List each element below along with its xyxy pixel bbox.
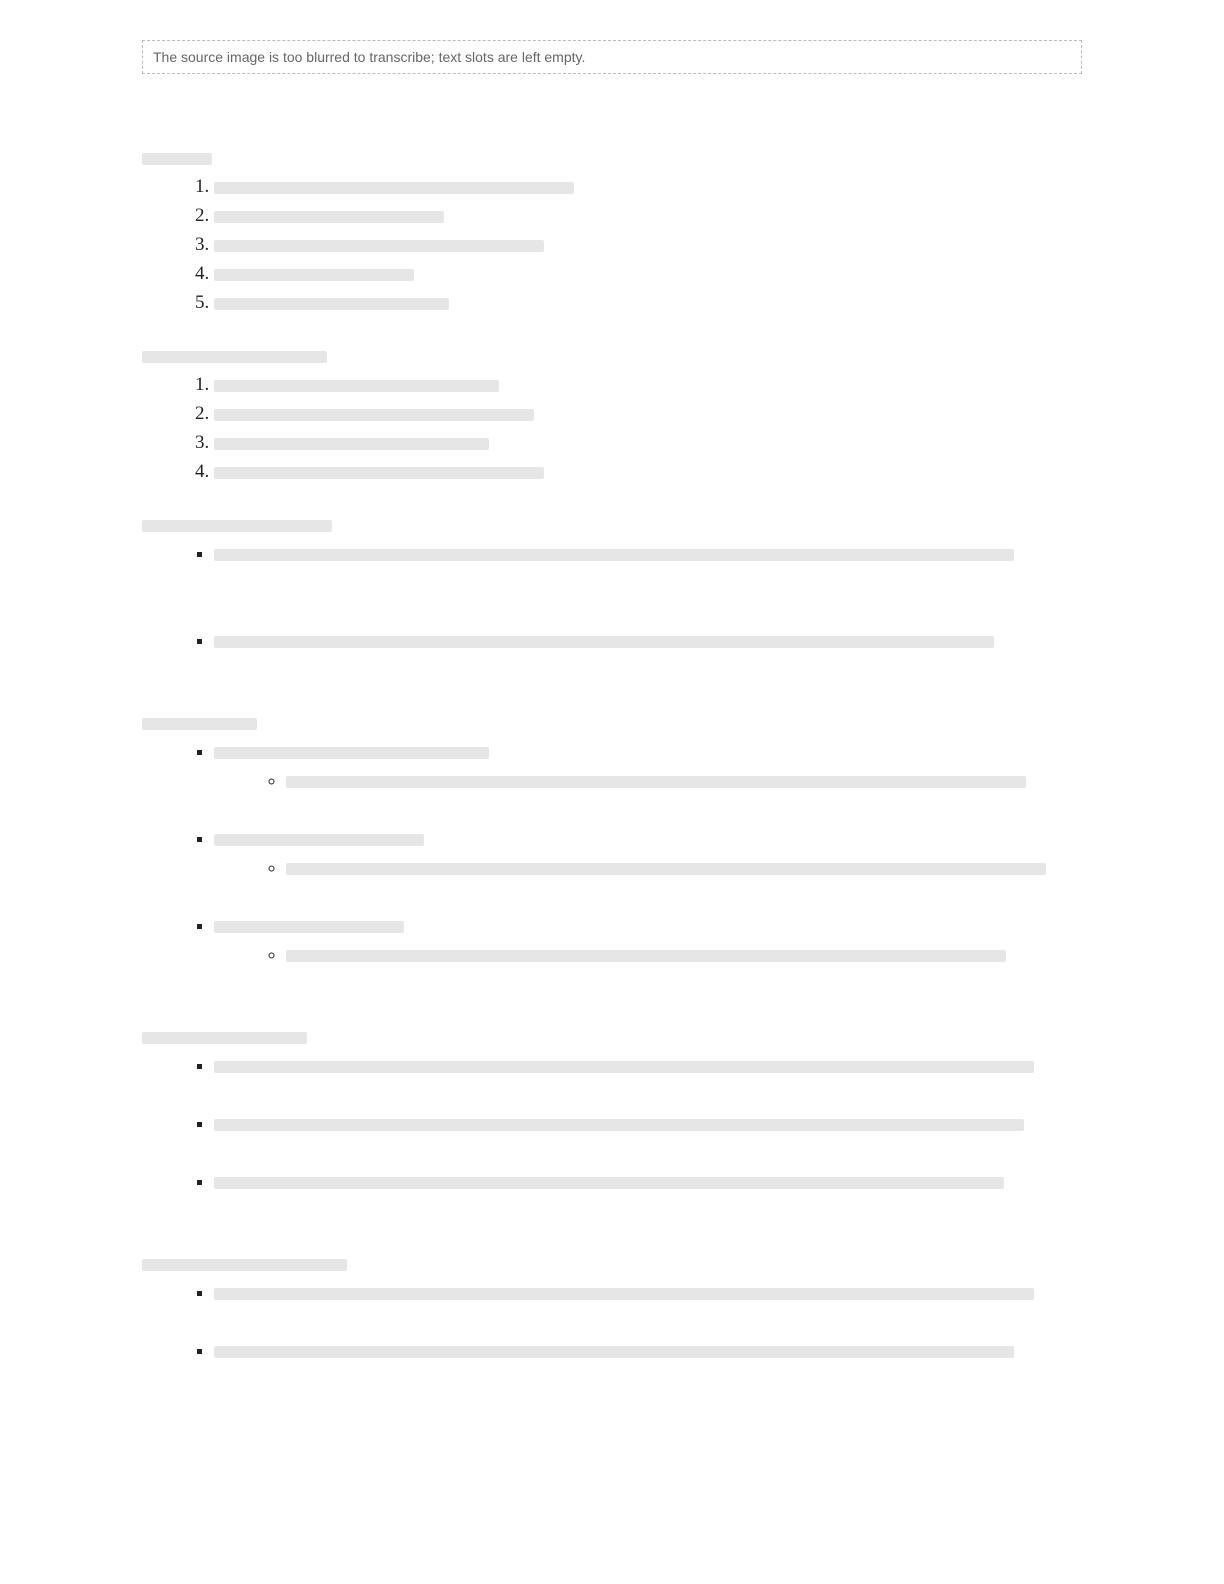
document-body — [142, 143, 1062, 1418]
sub-list — [214, 940, 1062, 998]
section-heading — [142, 143, 1062, 172]
bullet-list — [142, 737, 1062, 998]
list-item — [214, 737, 1062, 824]
list-item-text — [214, 915, 404, 936]
bullet-list — [142, 539, 1062, 684]
list-item — [214, 1109, 1062, 1167]
list-item — [214, 824, 1062, 911]
section-1 — [142, 143, 1062, 317]
list-item — [214, 1167, 1062, 1225]
list-item — [214, 259, 1062, 288]
list-item — [214, 539, 1062, 626]
sub-list-item — [286, 940, 1062, 998]
list-item-text — [214, 741, 489, 762]
section-heading — [142, 510, 1062, 539]
list-item — [214, 201, 1062, 230]
transcription-notice: The source image is too blurred to transcribe; text slots are left empty. — [142, 40, 1082, 74]
section-4 — [142, 708, 1062, 998]
list-item — [214, 1278, 1062, 1336]
numbered-list — [142, 370, 1062, 486]
section-6 — [142, 1249, 1062, 1394]
section-heading — [142, 708, 1062, 737]
section-2 — [142, 341, 1062, 486]
list-item — [214, 288, 1062, 317]
sub-list-item — [286, 766, 1062, 824]
list-item — [214, 1051, 1062, 1109]
sub-list — [214, 853, 1062, 911]
section-5 — [142, 1022, 1062, 1225]
sub-list — [214, 766, 1062, 824]
bullet-list — [142, 1051, 1062, 1225]
section-heading — [142, 341, 1062, 370]
list-item-text — [214, 828, 424, 849]
list-item — [214, 428, 1062, 457]
section-heading — [142, 1022, 1062, 1051]
list-item — [214, 172, 1062, 201]
section-heading — [142, 1249, 1062, 1278]
sub-list-item — [286, 853, 1062, 911]
list-item — [214, 370, 1062, 399]
bullet-list — [142, 1278, 1062, 1394]
list-item — [214, 399, 1062, 428]
list-item — [214, 230, 1062, 259]
section-3 — [142, 510, 1062, 684]
list-item — [214, 1336, 1062, 1394]
list-item — [214, 457, 1062, 486]
list-item — [214, 911, 1062, 998]
list-item — [214, 626, 1062, 684]
numbered-list — [142, 172, 1062, 317]
